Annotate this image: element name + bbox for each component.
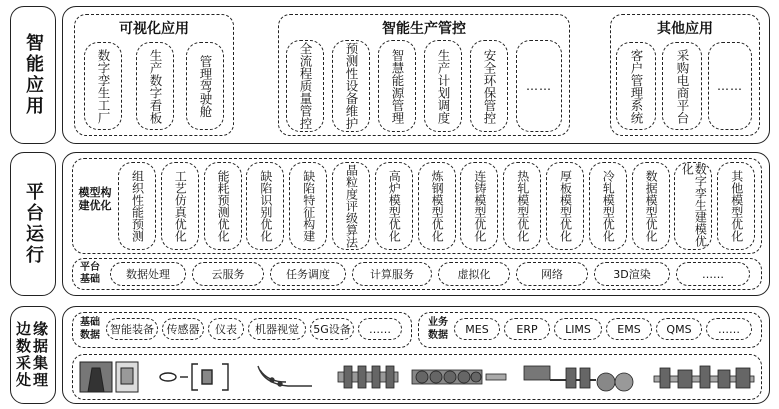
biz-data-item: ERP	[504, 318, 550, 340]
biz-data-item: ……	[706, 318, 752, 340]
model-item: 其他模型优化	[717, 162, 755, 250]
app-item: 客户管理系统	[616, 42, 656, 130]
model-item: 冷轧模型优化	[589, 162, 627, 250]
app-group-title: 其他应用	[657, 21, 713, 37]
model-item: 热轧模型优化	[503, 162, 541, 250]
model-group-label: 模型构建优化	[78, 186, 112, 212]
platform-base-item: 虚拟化	[438, 262, 510, 286]
model-item: 缺陷识别优化	[246, 162, 284, 250]
basic-data-item: ……	[358, 318, 402, 340]
model-item: 工艺仿真优化	[161, 162, 199, 250]
basic-data-item: 机器视觉	[248, 318, 306, 340]
platform-base-item: ……	[676, 262, 750, 286]
basic-data-item: 仪表	[208, 318, 244, 340]
app-item: 安全环保管控	[470, 40, 508, 132]
app-group-title: 可视化应用	[119, 21, 189, 37]
tier-app-label: 智能应用	[10, 6, 56, 144]
model-item: 厚板模型优化	[546, 162, 584, 250]
app-item: 全流程质量管控	[286, 40, 324, 132]
biz-data-item: QMS	[656, 318, 702, 340]
biz-data-item: EMS	[606, 318, 652, 340]
finishing-line-icon	[654, 366, 754, 388]
model-item: 能耗预测优化	[204, 162, 242, 250]
basic-data-item: 传感器	[162, 318, 204, 340]
model-item: 组织性能预测	[118, 162, 156, 250]
app-group-title: 智能生产管控	[382, 21, 466, 37]
platform-base-item: 网络	[516, 262, 588, 286]
platform-base-item: 3D渲染	[594, 262, 670, 286]
basic-data-item: 智能装备	[106, 318, 158, 340]
biz-data-item: LIMS	[554, 318, 602, 340]
app-item-more: ……	[516, 40, 562, 132]
app-item: 生产数字看板	[136, 42, 174, 130]
platform-base-label: 平台基础	[80, 262, 100, 285]
tier-edge-label: 边缘数据采集处理	[10, 306, 56, 404]
process-bracket-icon	[160, 364, 228, 390]
model-item: 炼钢模型优化	[418, 162, 456, 250]
equipment-illustration	[76, 358, 758, 396]
app-item: 生产计划调度	[424, 40, 462, 132]
platform-base-item: 任务调度	[270, 262, 346, 286]
app-item: 采购电商平台	[662, 42, 702, 130]
blast-furnace-icon	[80, 362, 138, 392]
biz-data-item: MES	[454, 318, 500, 340]
app-item-more: ……	[708, 42, 752, 130]
rolling-mill-icon	[338, 366, 506, 388]
tier-platform-label: 平台运行	[10, 152, 56, 296]
model-item: 连铸模型优化	[460, 162, 498, 250]
basic-data-label: 基础数据	[80, 317, 100, 341]
app-item: 数字孪生工厂	[84, 42, 122, 130]
model-item: 缺陷特征构建	[289, 162, 327, 250]
model-item: 高炉模型优化	[375, 162, 413, 250]
app-item: 预测性设备维护	[332, 40, 370, 132]
model-item: 数字孪生建模优化	[674, 162, 712, 250]
model-item: 数据模型优化	[632, 162, 670, 250]
cold-mill-icon	[524, 366, 633, 391]
platform-base-item: 数据处理	[110, 262, 186, 286]
app-item: 管理驾驶舱	[186, 42, 224, 130]
model-item: 晶粒度评级算法	[332, 162, 370, 250]
caster-icon	[258, 366, 312, 386]
platform-base-item: 计算服务	[352, 262, 432, 286]
platform-base-item: 云服务	[192, 262, 264, 286]
basic-data-item: 5G设备	[310, 318, 354, 340]
app-item: 智慧能源管理	[378, 40, 416, 132]
biz-data-label: 业务数据	[428, 317, 448, 341]
